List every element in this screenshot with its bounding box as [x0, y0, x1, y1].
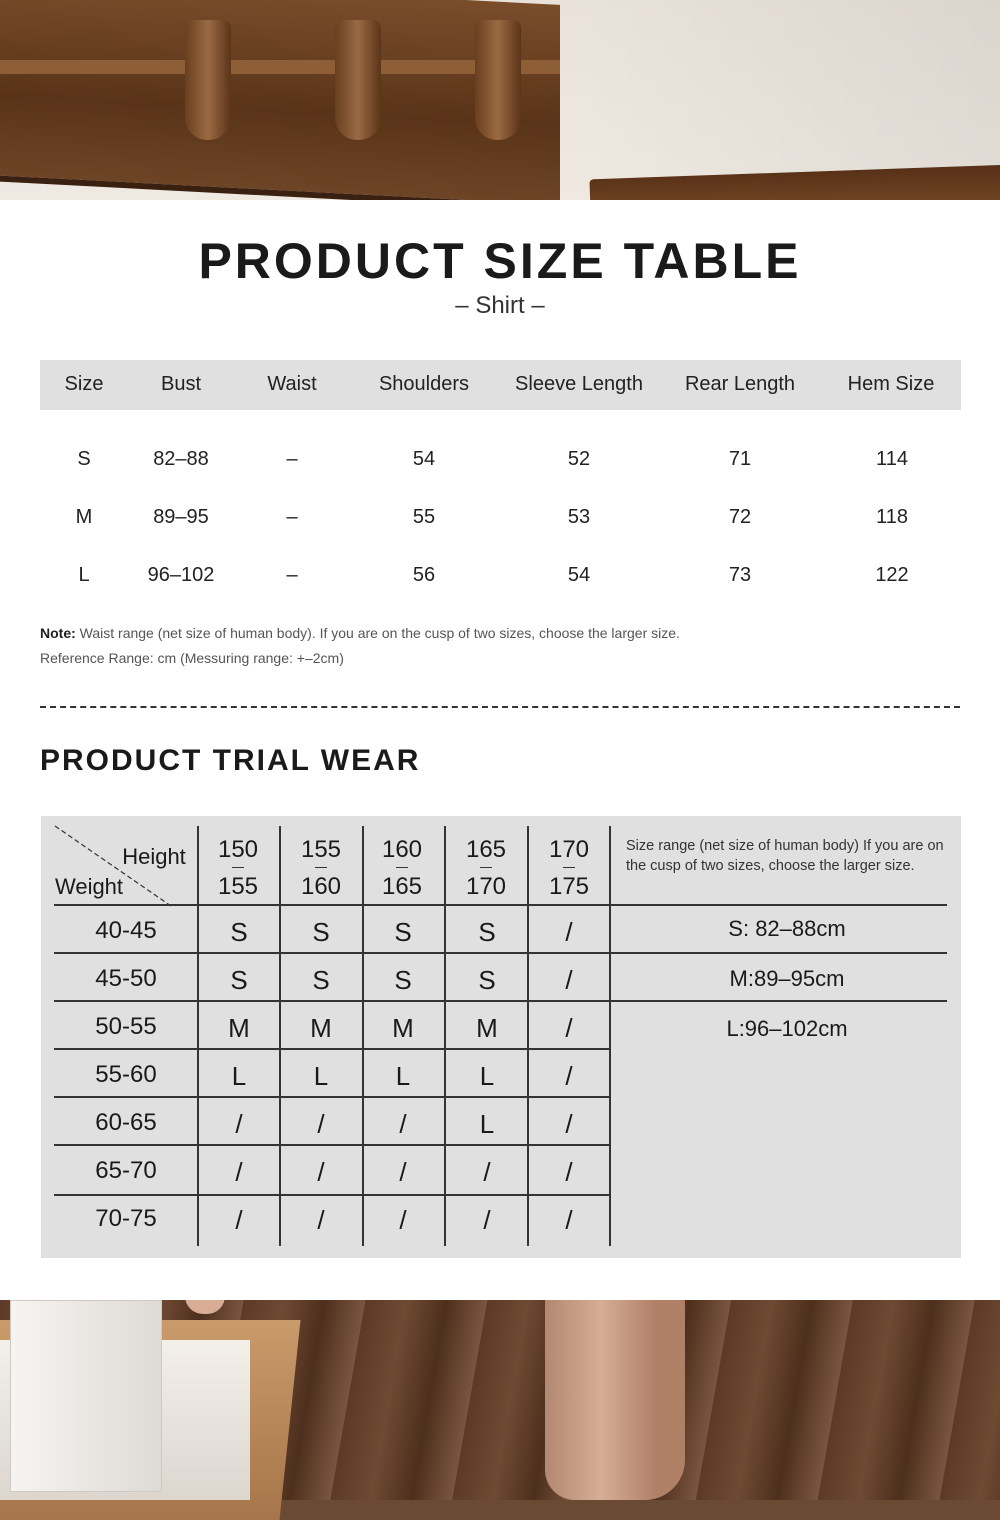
- table-cell: 73: [728, 564, 752, 586]
- height-from: 150: [217, 836, 259, 863]
- table-cell: L: [78, 564, 90, 586]
- shelf-bracket: [185, 20, 231, 140]
- table-cell: S: [312, 965, 330, 995]
- weight-label: 55-60: [95, 1061, 157, 1088]
- table-cell: 53: [567, 506, 591, 528]
- height-to: 170: [465, 873, 507, 900]
- height-from: 170: [548, 836, 590, 863]
- table-cell: L: [231, 1061, 247, 1091]
- corner-height-label: Height: [122, 844, 186, 869]
- weight-label: 70-75: [95, 1205, 157, 1232]
- size-legend-s: S: 82–88cm: [728, 916, 846, 941]
- size-note: [40, 625, 680, 641]
- header-size: Size: [64, 373, 104, 395]
- table-cell: /: [235, 1205, 243, 1235]
- table-cell: /: [565, 1109, 573, 1139]
- table-cell: 118: [876, 506, 908, 528]
- height-from: 155: [300, 836, 342, 863]
- height-to: 155: [217, 873, 259, 900]
- table-cell: 54: [567, 564, 591, 586]
- dashed-divider: [40, 706, 960, 708]
- table-cell: /: [565, 965, 573, 995]
- size-legend-l: L:96–102cm: [726, 1016, 848, 1041]
- table-cell: 72: [728, 506, 752, 528]
- height-from: 165: [465, 836, 507, 863]
- table-cell: /: [565, 1061, 573, 1091]
- table-cell: 114: [876, 448, 908, 470]
- table-row: [40, 564, 961, 590]
- weight-label: 65-70: [95, 1157, 157, 1184]
- weight-label: 45-50: [95, 965, 157, 992]
- table-cell: S: [394, 965, 412, 995]
- header-waist: Waist: [267, 373, 317, 395]
- weight-label: 50-55: [95, 1013, 157, 1040]
- table-cell: 89–95: [153, 506, 209, 528]
- header-hem-size: Hem Size: [847, 373, 935, 395]
- size-range-note: Size range (net size of human body) If you are on the cusp of two sizes, choose the larger size.: [626, 838, 944, 874]
- table-cell: 55: [412, 506, 436, 528]
- table-cell: /: [399, 1157, 407, 1187]
- table-cell: /: [399, 1109, 407, 1139]
- page-subtitle: – Shirt –: [455, 292, 545, 319]
- trial-wear-table: [41, 816, 961, 1258]
- table-cell: –: [286, 506, 298, 528]
- table-cell: 71: [728, 448, 752, 470]
- table-cell: S: [478, 965, 496, 995]
- page-title: PRODUCT SIZE TABLE: [198, 233, 802, 289]
- table-cell: 122: [875, 564, 909, 586]
- table-cell: /: [317, 1157, 325, 1187]
- trial-wear-heading: PRODUCT TRIAL WEAR: [40, 744, 421, 777]
- table-cell: L: [395, 1061, 411, 1091]
- table-cell: –: [286, 564, 298, 586]
- table-cell: /: [317, 1205, 325, 1235]
- table-cell: 52: [567, 448, 591, 470]
- table-cell: 54: [412, 448, 436, 470]
- table-cell: M: [310, 1013, 332, 1043]
- header-shoulders: Shoulders: [378, 373, 470, 395]
- table-cell: L: [479, 1061, 495, 1091]
- table-cell: /: [235, 1109, 243, 1139]
- table-cell: /: [399, 1205, 407, 1235]
- table-cell: 56: [412, 564, 436, 586]
- shelf-bracket: [475, 20, 521, 140]
- weight-label: 60-65: [95, 1109, 157, 1136]
- table-cell: S: [230, 917, 248, 947]
- table-row: [40, 448, 961, 474]
- table-cell: L: [313, 1061, 329, 1091]
- table-cell: S: [394, 917, 412, 947]
- shelf-bracket: [335, 20, 381, 140]
- height-to: 165: [381, 873, 423, 900]
- table-cell: M: [476, 1013, 498, 1043]
- table-cell: /: [235, 1157, 243, 1187]
- table-cell: /: [565, 917, 573, 947]
- height-to: 160: [300, 873, 342, 900]
- note-text: Waist range (net size of human body). If you are on the cusp of two sizes, choose the larger size.: [75, 625, 680, 641]
- size-table-header: [40, 360, 961, 410]
- table-cell: /: [565, 1013, 573, 1043]
- background-photo-top: [0, 0, 1000, 200]
- table-cell: /: [483, 1205, 491, 1235]
- model-legs: [545, 1300, 685, 1500]
- table-cell: M: [392, 1013, 414, 1043]
- table-cell: /: [317, 1109, 325, 1139]
- corner-weight-label: Weight: [54, 874, 124, 899]
- table-cell: L: [479, 1109, 495, 1139]
- table-row: [40, 506, 961, 532]
- book: [10, 1300, 162, 1492]
- header-bust: Bust: [160, 373, 202, 395]
- table-cell: M: [75, 506, 93, 528]
- table-cell: 96–102: [147, 564, 215, 586]
- height-to: 175: [548, 873, 590, 900]
- weight-label: 40-45: [95, 917, 157, 944]
- header-rear-length: Rear Length: [684, 373, 796, 395]
- table-cell: S: [478, 917, 496, 947]
- reference-range-note: Reference Range: cm (Messuring range: +–2cm): [40, 650, 344, 666]
- table-cell: /: [565, 1157, 573, 1187]
- table-cell: S: [77, 448, 91, 470]
- table-cell: 82–88: [153, 448, 209, 470]
- table-cell: /: [483, 1157, 491, 1187]
- table-cell: S: [230, 965, 248, 995]
- header-sleeve-length: Sleeve Length: [515, 373, 643, 395]
- table-cell: S: [312, 917, 330, 947]
- size-legend-m: M:89–95cm: [729, 966, 845, 991]
- table-cell: /: [565, 1205, 573, 1235]
- height-from: 160: [381, 836, 423, 863]
- table-cell: –: [286, 448, 298, 470]
- table-cell: M: [228, 1013, 250, 1043]
- note-label: Note:: [40, 625, 76, 641]
